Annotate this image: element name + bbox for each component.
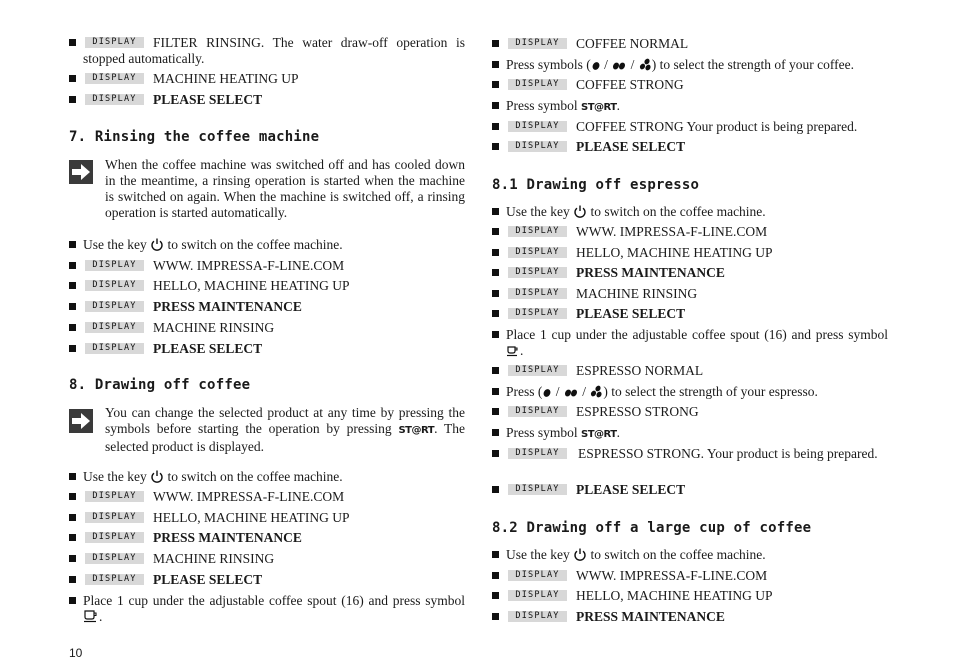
bullet-square bbox=[492, 450, 499, 457]
bullet-square bbox=[492, 486, 499, 493]
display-icon: DISPLAY bbox=[508, 448, 567, 459]
bullet-square bbox=[69, 576, 76, 583]
display-message: MACHINE RINSING bbox=[576, 286, 698, 301]
bullet-square bbox=[69, 303, 76, 310]
display-message: ESPRESSO NORMAL bbox=[576, 363, 704, 378]
display-icon: DISPLAY bbox=[85, 280, 144, 291]
info-arrow-icon bbox=[69, 160, 93, 184]
bullet-square bbox=[69, 262, 76, 269]
bullet-square bbox=[492, 290, 499, 297]
display-message: ESPRESSO STRONG. Your product is being prepared. bbox=[578, 446, 878, 461]
strong-beans-icon bbox=[589, 385, 603, 398]
item-text: Press symbol ST@RT. bbox=[506, 425, 888, 443]
display-icon: DISPLAY bbox=[85, 73, 144, 84]
display-icon: DISPLAY bbox=[508, 141, 567, 152]
bullet-square bbox=[492, 367, 499, 374]
normal-beans-icon bbox=[611, 60, 627, 71]
mild-bean-icon bbox=[591, 60, 601, 71]
bullet-square bbox=[69, 75, 76, 82]
display-item-espresso-strong bbox=[492, 446, 888, 462]
display-message: PLEASE SELECT bbox=[576, 139, 686, 154]
section-heading-8: 8. Drawing off coffee bbox=[69, 377, 251, 393]
bullet-square bbox=[69, 241, 76, 248]
display-icon: DISPLAY bbox=[85, 491, 144, 502]
display-message: COFFEE STRONG Your product is being prepared. bbox=[576, 119, 858, 134]
bullet-square bbox=[492, 249, 499, 256]
bullet-square bbox=[492, 61, 499, 68]
start-icon: ST@RT bbox=[581, 429, 617, 440]
item-text: Press symbol ST@RT. bbox=[506, 98, 888, 116]
bullet-square bbox=[69, 514, 76, 521]
display-icon: DISPLAY bbox=[508, 484, 567, 495]
display-message: WWW. IMPRESSA-F-LINE.COM bbox=[576, 224, 768, 239]
start-icon: ST@RT bbox=[581, 102, 617, 113]
power-icon bbox=[573, 205, 587, 218]
normal-beans-icon bbox=[563, 387, 579, 398]
start-icon: ST@RT bbox=[398, 425, 435, 436]
display-message: HELLO, MACHINE HEATING UP bbox=[153, 510, 350, 525]
display-icon: DISPLAY bbox=[85, 512, 144, 523]
display-icon: DISPLAY bbox=[85, 260, 144, 271]
item-text: Press symbols ( / / ) to select the strength of your coffee. bbox=[506, 57, 854, 72]
power-icon bbox=[150, 470, 164, 483]
place-cup-item bbox=[492, 327, 888, 359]
display-icon: DISPLAY bbox=[508, 308, 567, 319]
item-text: Use the key to switch on the coffee machine. bbox=[83, 237, 343, 252]
info-arrow-icon bbox=[69, 409, 93, 433]
display-message: HELLO, MACHINE HEATING UP bbox=[153, 278, 350, 293]
section-heading-7: 7. Rinsing the coffee machine bbox=[69, 129, 320, 145]
bullet-square bbox=[492, 81, 499, 88]
cup-icon bbox=[83, 610, 99, 623]
display-message: PLEASE SELECT bbox=[153, 341, 263, 356]
display-icon: DISPLAY bbox=[508, 288, 567, 299]
item-text: Place 1 cup under the adjustable coffee spout (16) and press symbol . bbox=[506, 327, 888, 358]
display-icon: DISPLAY bbox=[85, 553, 144, 564]
display-icon: DISPLAY bbox=[85, 322, 144, 333]
bullet-square bbox=[492, 592, 499, 599]
item-text: Use the key to switch on the coffee machine. bbox=[83, 469, 343, 484]
bullet-square bbox=[492, 310, 499, 317]
bullet-square bbox=[69, 555, 76, 562]
bullet-square bbox=[69, 493, 76, 500]
display-message: MACHINE RINSING bbox=[153, 320, 275, 335]
item-text: FILTER RINSING. The water draw-off operation is stopped automatically. bbox=[83, 35, 465, 66]
bullet-square bbox=[492, 123, 499, 130]
display-message: WWW. IMPRESSA-F-LINE.COM bbox=[153, 489, 345, 504]
place-cup-item bbox=[69, 593, 465, 625]
display-icon: DISPLAY bbox=[508, 79, 567, 90]
item-text: Place 1 cup under the adjustable coffee spout (16) and press symbol . bbox=[83, 593, 465, 624]
display-message: HELLO, MACHINE HEATING UP bbox=[576, 245, 773, 260]
display-icon: DISPLAY bbox=[85, 343, 144, 354]
display-message: HELLO, MACHINE HEATING UP bbox=[576, 588, 773, 603]
display-message: COFFEE STRONG bbox=[576, 77, 684, 92]
display-icon: DISPLAY bbox=[508, 365, 567, 376]
display-icon: DISPLAY bbox=[508, 611, 567, 622]
display-message: WWW. IMPRESSA-F-LINE.COM bbox=[153, 258, 345, 273]
bullet-square bbox=[69, 96, 76, 103]
bullet-square bbox=[492, 408, 499, 415]
bullet-square bbox=[492, 331, 499, 338]
bullet-square bbox=[69, 534, 76, 541]
display-message: PLEASE SELECT bbox=[153, 92, 263, 107]
display-message: PRESS MAINTENANCE bbox=[576, 609, 725, 624]
power-icon bbox=[150, 238, 164, 251]
item-text: Use the key to switch on the coffee machine. bbox=[506, 204, 766, 219]
page-number: 10 bbox=[69, 646, 83, 660]
strong-beans-icon bbox=[638, 58, 652, 71]
display-message: COFFEE NORMAL bbox=[576, 36, 689, 51]
item-text: Use the key to switch on the coffee machine. bbox=[506, 547, 766, 562]
bullet-square bbox=[492, 388, 499, 395]
bullet-square bbox=[492, 208, 499, 215]
small-cup-icon bbox=[506, 345, 520, 357]
display-icon: DISPLAY bbox=[85, 574, 144, 585]
bullet-square bbox=[492, 613, 499, 620]
display-icon: DISPLAY bbox=[508, 121, 567, 132]
bullet-square bbox=[69, 39, 76, 46]
bullet-square bbox=[492, 551, 499, 558]
display-message: MACHINE HEATING UP bbox=[153, 71, 299, 86]
display-icon: DISPLAY bbox=[85, 94, 144, 105]
display-icon: DISPLAY bbox=[508, 267, 567, 278]
bullet-square bbox=[492, 429, 499, 436]
display-message: PLEASE SELECT bbox=[576, 306, 686, 321]
bullet-square bbox=[69, 473, 76, 480]
bullet-square bbox=[492, 269, 499, 276]
mild-bean-icon bbox=[542, 387, 552, 398]
bullet-square bbox=[492, 572, 499, 579]
display-message: PRESS MAINTENANCE bbox=[153, 530, 302, 545]
bullet-square bbox=[492, 40, 499, 47]
display-message: PLEASE SELECT bbox=[153, 572, 263, 587]
bullet-square bbox=[69, 345, 76, 352]
display-icon: DISPLAY bbox=[508, 590, 567, 601]
display-icon: DISPLAY bbox=[508, 570, 567, 581]
display-message: PRESS MAINTENANCE bbox=[576, 265, 725, 280]
section-heading-8-2: 8.2 Drawing off a large cup of coffee bbox=[492, 520, 812, 536]
note-text: When the coffee machine was switched off and has cooled down in the meantime, a rinsing operation is started when the machine is switched on again. When the machine is switched off, a rinsing operation is started automatically. bbox=[105, 157, 465, 220]
bullet-square bbox=[69, 597, 76, 604]
display-item-filter-rinsing bbox=[69, 35, 465, 67]
display-message: WWW. IMPRESSA-F-LINE.COM bbox=[576, 568, 768, 583]
display-icon: DISPLAY bbox=[85, 301, 144, 312]
bullet-square bbox=[492, 143, 499, 150]
note-text: You can change the selected product at any time by pressing the symbols before starting the operation by pressing ST@RT. The selected product is displayed. bbox=[105, 405, 466, 454]
display-message: MACHINE RINSING bbox=[153, 551, 275, 566]
display-message: PRESS MAINTENANCE bbox=[153, 299, 302, 314]
bullet-square bbox=[69, 282, 76, 289]
bullet-square bbox=[492, 228, 499, 235]
display-message: ESPRESSO STRONG bbox=[576, 404, 699, 419]
display-icon: DISPLAY bbox=[85, 37, 144, 48]
bullet-square bbox=[492, 102, 499, 109]
bullet-square bbox=[69, 324, 76, 331]
section-heading-8-1: 8.1 Drawing off espresso bbox=[492, 177, 700, 193]
display-icon: DISPLAY bbox=[508, 247, 567, 258]
display-message: PLEASE SELECT bbox=[576, 482, 686, 497]
display-icon: DISPLAY bbox=[85, 532, 144, 543]
display-icon: DISPLAY bbox=[508, 226, 567, 237]
power-icon bbox=[573, 548, 587, 561]
display-icon: DISPLAY bbox=[508, 38, 567, 49]
display-icon: DISPLAY bbox=[508, 406, 567, 417]
item-text: Press ( / / ) to select the strength of your espresso. bbox=[506, 384, 818, 399]
